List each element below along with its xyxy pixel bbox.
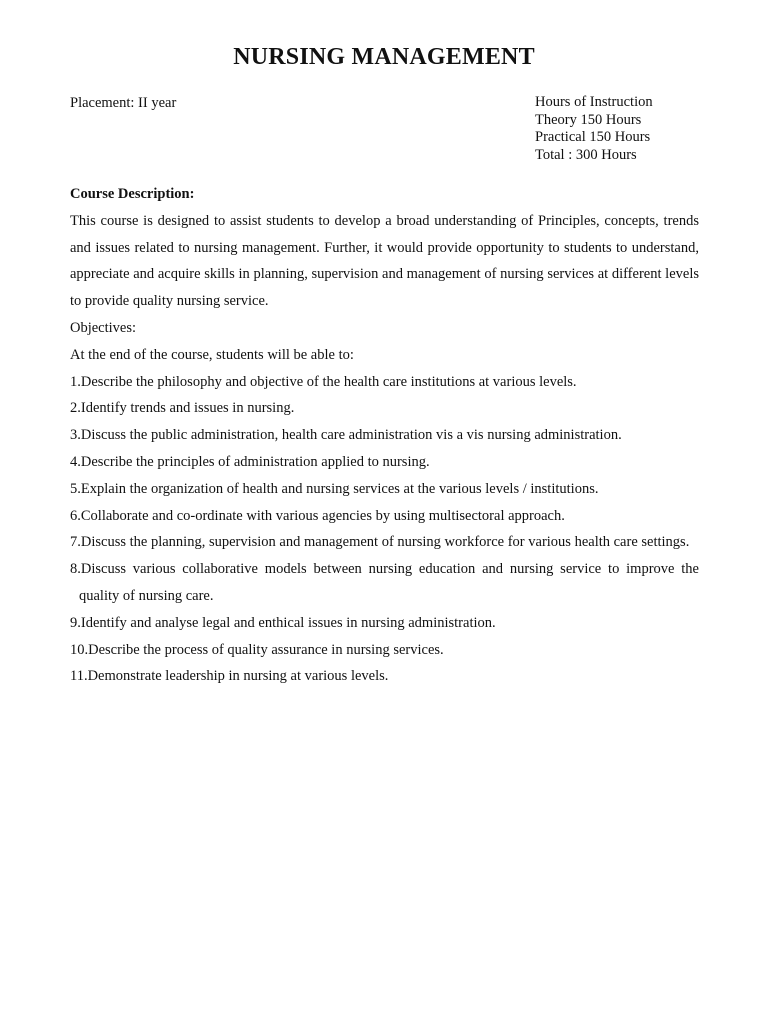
objective-item: 2.Identify trends and issues in nursing. (70, 400, 295, 417)
page-title: NURSING MANAGEMENT (233, 44, 535, 70)
course-description-paragraph: This course is designed to assist students to develop a broad understanding of Principles, concepts, trends and issues related to nursing management. Further, it would provide opportunity to students to understand, appreciate and acquire skills in planning, supervision and management of nursing services at different levels to provide quality nursing service. (70, 212, 699, 310)
objective-item: 1.Describe the philosophy and objective of the health care institutions at various levels. (70, 373, 577, 390)
objective-item: 5.Explain the organization of health and nursing services at the various levels / institutions. (70, 480, 599, 497)
objective-item: 9.Identify and analyse legal and enthical issues in nursing administration. (70, 614, 496, 631)
objective-item: 4.Describe the principles of administration applied to nursing. (70, 453, 430, 470)
objective-item: 10.Describe the process of quality assurance in nursing services. (70, 641, 444, 658)
objective-item: 8.Discuss various collaborative models between nursing education and nursing service to improve the quality of nursing care. (70, 561, 699, 604)
hours-line: Theory 150 Hours (535, 111, 642, 128)
document-body (70, 181, 699, 690)
objective-item: 11.Demonstrate leadership in nursing at various levels. (70, 668, 389, 685)
placement-text: Placement: II year (70, 95, 177, 111)
hours-line: Practical 150 Hours (535, 129, 651, 146)
objective-item: 7.Discuss the planning, supervision and management of nursing workforce for various health care settings. (70, 534, 690, 551)
hours-block (535, 94, 653, 165)
objectives-intro: At the end of the course, students will be able to: (70, 346, 354, 363)
course-description-heading: Course Description: (70, 186, 195, 202)
hours-line: Hours of Instruction (535, 94, 653, 110)
hours-line: Total : 300 Hours (535, 147, 637, 164)
objectives-heading: Objectives: (70, 319, 137, 336)
objective-item: 3.Discuss the public administration, health care administration vis a vis nursing administration. (70, 427, 622, 444)
objective-item: 6.Collaborate and co-ordinate with various agencies by using multisectoral approach. (70, 507, 565, 524)
objectives-list (70, 369, 699, 691)
